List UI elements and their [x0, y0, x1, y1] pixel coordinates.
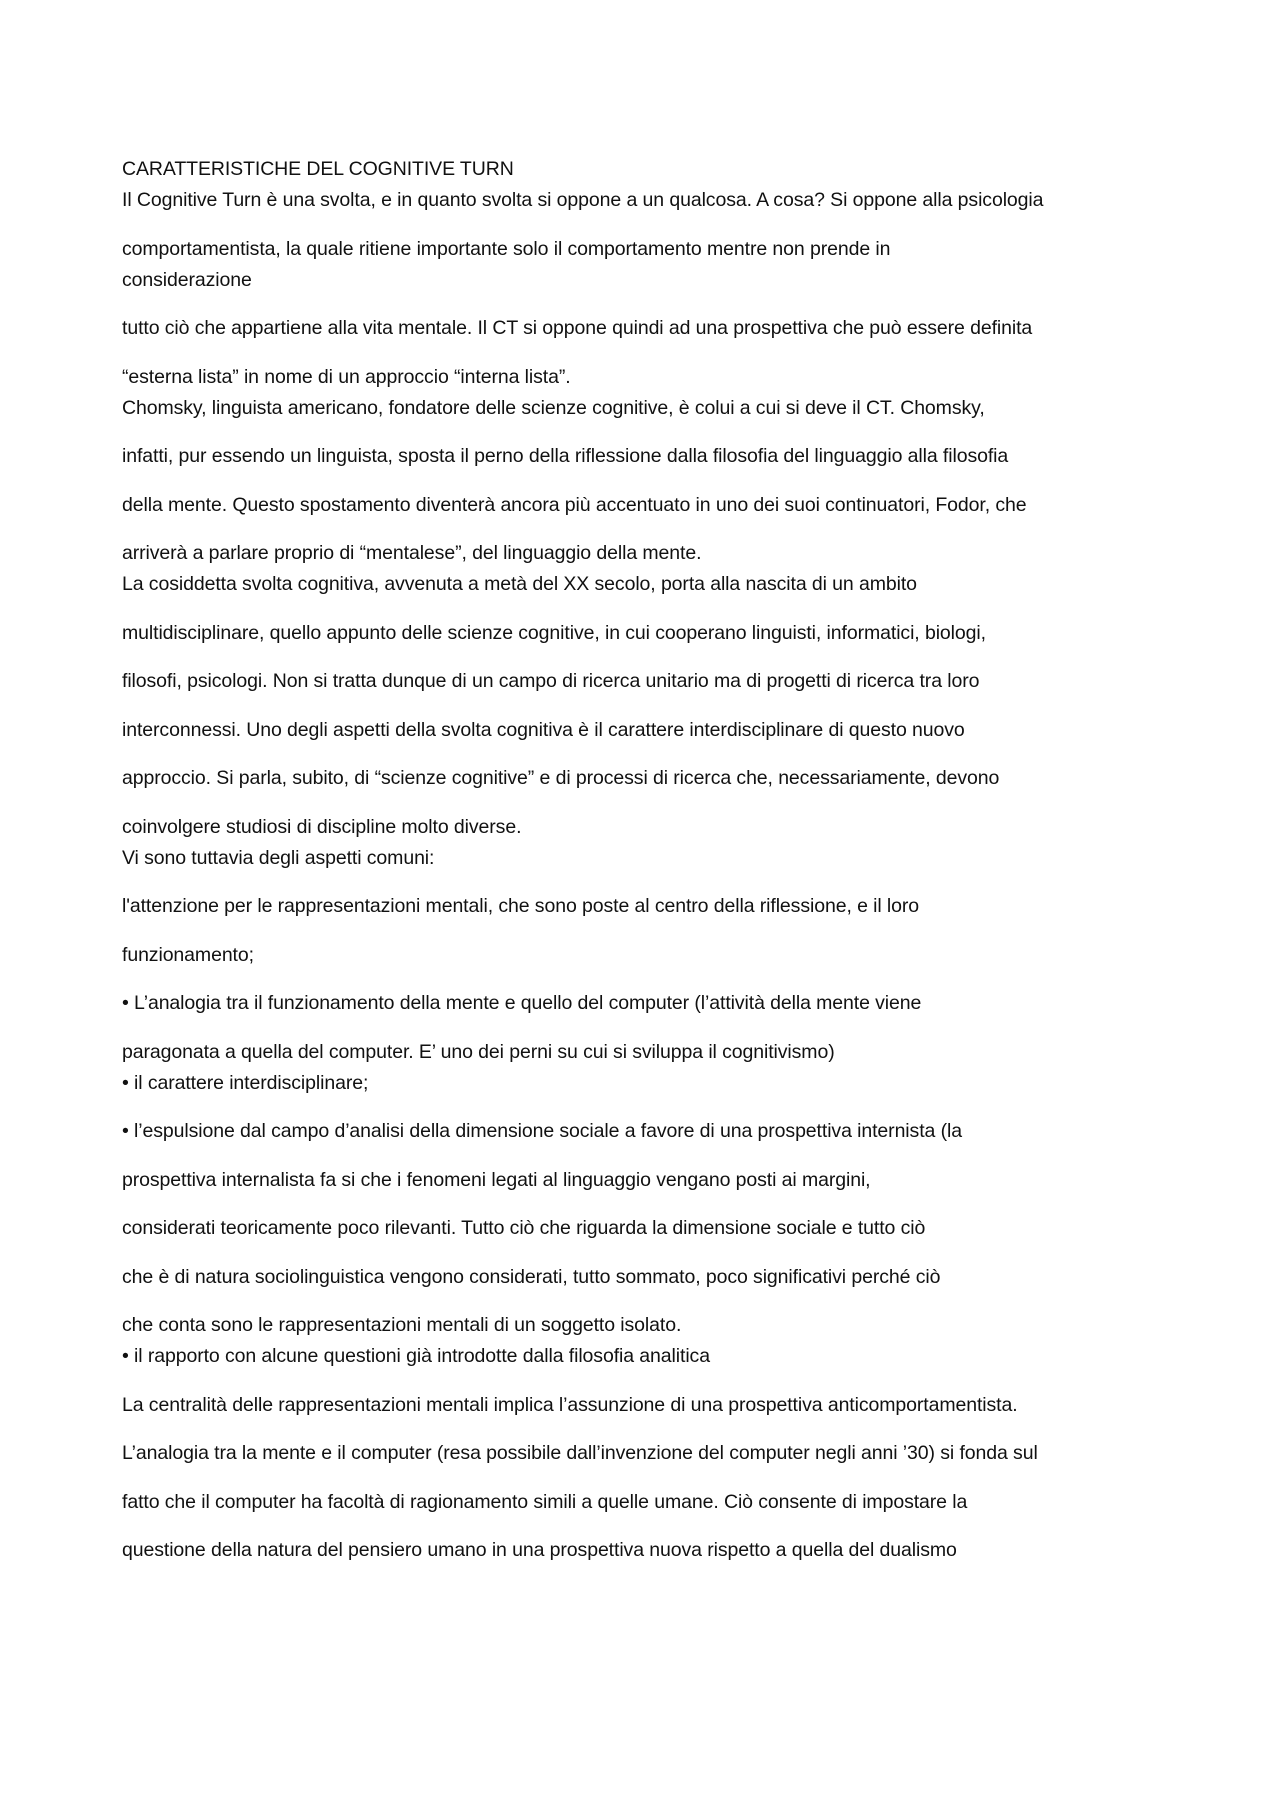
text-line: interconnessi. Uno degli aspetti della svolta cognitiva è il carattere interdisciplinare di questo nuovo [122, 718, 965, 741]
text-line: tutto ciò che appartiene alla vita mentale. Il CT si oppone quindi ad una prospettiva che può essere definita [122, 317, 1033, 339]
text-line: L’analogia tra la mente e il computer (resa possibile dall’invenzione del computer negli anni ’30) si fonda sul [122, 1442, 1038, 1464]
text-line: che conta sono le rappresentazioni mentali di un soggetto isolato. [122, 1314, 682, 1336]
text-line: della mente. Questo spostamento diventerà ancora più accentuato in uno dei suoi continuatori, Fodor, che [122, 493, 1027, 516]
text-line: Vi sono tuttavia degli aspetti comuni: [122, 846, 435, 869]
text-line: La centralità delle rappresentazioni mentali implica l’assunzione di una prospettiva anticomportamentista. [122, 1393, 1018, 1416]
text-line: considerazione [122, 268, 252, 291]
text-line: Chomsky, linguista americano, fondatore delle scienze cognitive, è colui a cui si deve il CT. Chomsky, [122, 396, 985, 419]
text-line: comportamentista, la quale ritiene importante solo il comportamento mentre non prende in [122, 237, 891, 260]
text-line: fatto che il computer ha facoltà di ragionamento simili a quelle umane. Ciò consente di impostare la [122, 1490, 968, 1513]
bullet-item: • il carattere interdisciplinare; [122, 1071, 369, 1094]
text-line: infatti, pur essendo un linguista, sposta il perno della riflessione dalla filosofia del linguaggio alla filosofia [122, 445, 1009, 467]
text-line: funzionamento; [122, 943, 254, 966]
text-line: coinvolgere studiosi di discipline molto diverse. [122, 815, 522, 838]
text-line: questione della natura del pensiero umano in una prospettiva nuova rispetto a quella del dualismo [122, 1539, 957, 1561]
text-line: multidisciplinare, quello appunto delle scienze cognitive, in cui cooperano linguisti, informatici, biologi, [122, 621, 986, 644]
bullet-item: • L’analogia tra il funzionamento della mente e quello del computer (l’attività della mente viene [122, 992, 922, 1014]
text-line: filosofi, psicologi. Non si tratta dunque di un campo di ricerca unitario ma di progetti di ricerca tra loro [122, 670, 980, 692]
text-line: considerati teoricamente poco rilevanti. Tutto ciò che riguarda la dimensione sociale e tutto ciò [122, 1217, 926, 1239]
text-line: arriverà a parlare proprio di “mentalese”, del linguaggio della mente. [122, 542, 702, 564]
text-line: che è di natura sociolinguistica vengono considerati, tutto sommato, poco significativi perché ciò [122, 1265, 941, 1288]
text-line: prospettiva internalista fa si che i fenomeni legati al linguaggio vengano posti ai margini, [122, 1168, 871, 1191]
text-line: l'attenzione per le rappresentazioni mentali, che sono poste al centro della riflessione, e il loro [122, 895, 920, 917]
text-line: paragonata a quella del computer. E’ uno dei perni su cui si sviluppa il cognitivismo) [122, 1040, 835, 1063]
text-line: approccio. Si parla, subito, di “scienze cognitive” e di processi di ricerca che, necessariamente, devono [122, 767, 1000, 789]
text-line: “esterna lista” in nome di un approccio “interna lista”. [122, 365, 571, 388]
bullet-item: • l’espulsione dal campo d’analisi della dimensione sociale a favore di una prospettiva internista (la [122, 1120, 962, 1142]
document-body [122, 154, 1182, 1565]
text-line: La cosiddetta svolta cognitiva, avvenuta a metà del XX secolo, porta alla nascita di un ambito [122, 573, 917, 595]
text-line: Il Cognitive Turn è una svolta, e in quanto svolta si oppone a un qualcosa. A cosa? Si oppone alla psicologia [122, 189, 1044, 211]
bullet-item: • il rapporto con alcune questioni già introdotte dalla filosofia analitica [122, 1345, 710, 1367]
document-title: CARATTERISTICHE DEL COGNITIVE TURN [122, 158, 514, 180]
